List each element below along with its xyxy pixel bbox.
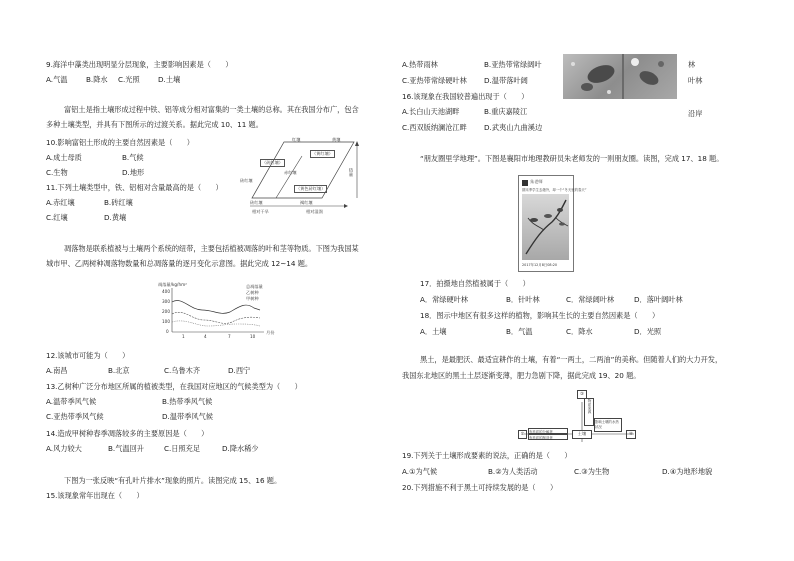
leaf-photo-graphic — [563, 54, 677, 99]
option-c: C.光照 — [118, 75, 140, 84]
question-16: 16.该现象在我国较普遍出现于（ ） — [402, 92, 529, 101]
axis-heat: 热量 — [349, 168, 354, 177]
factor-center: 土壤 — [572, 430, 592, 439]
axis-wet: 相对湿润 — [306, 209, 323, 214]
text-tail: 林 — [688, 60, 696, 69]
question-18: 18．图示中地区有很多这样的植物，影响其生长的主要自然因素是（ ） — [420, 311, 660, 320]
factor-top-text: 物质来源 — [584, 398, 594, 426]
soil-factor-diagram — [514, 390, 644, 444]
x-tick: 1 — [182, 334, 185, 339]
x-tick: 4 — [204, 334, 207, 339]
avatar — [522, 180, 528, 186]
option-c: C.亚热带季风气候 — [46, 412, 104, 421]
option-d: D.西宁 — [228, 366, 251, 375]
tree-branch-graphic — [522, 194, 569, 260]
intro-paragraph: 凋落物是联系植被与土壤两个系统的纽带，主要包括植被凋落的叶和茎等物质。下图为我国某 — [64, 244, 359, 253]
legend-b: 乙树种 — [246, 290, 259, 295]
option-a: A．土壤 — [420, 327, 447, 336]
post-date: 2017年12月8日08:20 — [522, 263, 558, 267]
box-bottom: （黄色砖红壤） — [296, 186, 326, 191]
question-9: 9.海洋中藻类出现明显分层现象，主要影响因素是（ ） — [46, 60, 233, 69]
post-photo — [522, 194, 569, 260]
factor-right-text: 影响土壤的水热状况 — [594, 418, 622, 432]
option-b: B.热带季风气候 — [162, 397, 213, 406]
axis-dry: 相对干旱 — [252, 209, 269, 214]
option-d: D.④为地形地貌 — [662, 467, 713, 476]
question-17: 17．拍摄地自然植被属于（ ） — [420, 279, 530, 288]
intro-paragraph: 黑土，是最肥沃、最适宜耕作的土壤，有着“一两土，二两油”的美称。但随着人们的大力开发， — [420, 355, 723, 364]
option-a: A.热带雨林 — [402, 60, 438, 69]
option-d: D.黄壤 — [104, 213, 127, 222]
question-13: 13.乙树种广泛分布地区所属的植被类型，在我国对应地区的气候类型为（ ） — [46, 382, 302, 391]
x-tick: 10 — [250, 334, 256, 339]
factor-left-text-1: 有机质的分解者 — [528, 428, 568, 434]
y-tick: 300 — [162, 299, 170, 304]
option-a: A.气温 — [46, 75, 68, 84]
y-tick: 100 — [162, 319, 170, 324]
intro-paragraph: 下图为一张反映“有孔叶片排水”现象的照片。读图完成 15、16 题。 — [64, 476, 282, 485]
box-mid: （砖红壤） — [262, 160, 283, 165]
soil-diagram-lines — [236, 134, 362, 220]
option-d: D．落叶阔叶林 — [634, 295, 683, 304]
option-a: A.长白山天池湖畔 — [402, 107, 460, 116]
text-tail: 叶林 — [688, 76, 703, 85]
option-d: D.温带落叶阔 — [484, 76, 528, 85]
option-c: C.生物 — [46, 168, 68, 177]
y-tick: 200 — [162, 309, 170, 314]
option-b: B.气温回升 — [108, 444, 144, 453]
intro-paragraph: 城市甲、乙两树种凋落物数量和总凋落量的逐月变化示意图。据此完成 12~14 题。 — [46, 259, 313, 268]
leaf-photo — [563, 54, 677, 99]
option-d: D.土壤 — [158, 75, 181, 84]
question-11: 11.下列土壤类型中，铁、铝相对含量最高的是（ ） — [46, 183, 223, 192]
question-14: 14.造成甲树种春季凋落较多的主要原因是（ ） — [46, 429, 209, 438]
question-15: 15.该现象常年出现在（ ） — [46, 491, 144, 500]
legend-a: 甲树种 — [246, 296, 259, 301]
factor-left: ① — [518, 430, 527, 439]
x-tick: 7 — [228, 334, 231, 339]
chart-y-unit: 凋落量/kg/hm² — [158, 282, 187, 287]
option-b: B.②为人类活动 — [488, 467, 538, 476]
option-a: A.赤红壤 — [46, 198, 75, 207]
post-text: 期末季学生去趟外，却一个“冬天里的春天” — [522, 188, 587, 192]
option-c: C.乌鲁木齐 — [164, 366, 201, 375]
option-c: C．常绿阔叶林 — [566, 295, 615, 304]
option-d: D.温带季风气候 — [162, 412, 213, 421]
post-author: 朱老师 — [530, 179, 543, 184]
option-c: C.日照充足 — [164, 444, 201, 453]
intro-paragraph: “朋友圈里学地理”。下图是襄阳市地理教研员朱老师发的一则朋友圈。读图，完成 17、18 题。 — [420, 154, 724, 163]
x-unit: 月份 — [266, 330, 275, 335]
question-19: 19.下列关于土壤形成要素的说法，正确的是（ ） — [402, 451, 572, 460]
label-mid: 赤红壤 — [284, 170, 297, 175]
intro-paragraph: 富铝土是指土壤形成过程中铁、铝等成分相对富集的一类土壤的总称。其在我国分布广，包含 — [64, 105, 359, 114]
label-bottom-right: 褐红壤 — [300, 200, 313, 205]
option-b: B.北京 — [108, 366, 130, 375]
option-d: D.武夷山九曲溪边 — [484, 123, 543, 132]
option-d: D．光照 — [634, 327, 662, 336]
option-c: C.亚热带常绿硬叶林 — [402, 76, 467, 85]
text-tail: 沿岸 — [688, 109, 703, 118]
question-12: 12.该城市可能为（ ） — [46, 351, 130, 360]
option-b: B.气候 — [122, 153, 144, 162]
option-d: D.降水稀少 — [222, 444, 259, 453]
y-tick: 400 — [162, 289, 170, 294]
label-top-left: 红壤 — [292, 137, 301, 142]
option-a: A.风力较大 — [46, 444, 82, 453]
option-a: A.①为气候 — [402, 467, 438, 476]
factor-right: ④ — [626, 430, 636, 439]
option-b: B.降水 — [86, 75, 108, 84]
y-tick: 0 — [166, 329, 169, 334]
label-bottom-left: 砖红壤 — [250, 200, 263, 205]
option-d: D.地形 — [122, 168, 145, 177]
moments-post — [518, 175, 587, 272]
option-c: C．降水 — [566, 327, 593, 336]
factor-top: ③ — [577, 390, 587, 399]
option-a: A.南昌 — [46, 366, 68, 375]
option-c: C.红壤 — [46, 213, 68, 222]
label-left: 砖红壤 — [240, 178, 253, 183]
question-10: 10.影响富铝土形成的主要自然因素是（ ） — [46, 138, 194, 147]
litter-chart — [156, 280, 286, 346]
option-a: A.成土母质 — [46, 153, 82, 162]
label-top-right: 黄壤 — [332, 137, 341, 142]
option-b: B．针叶林 — [506, 295, 540, 304]
option-b: B.重庆嘉陵江 — [484, 107, 528, 116]
option-b: B．气温 — [506, 327, 533, 336]
question-20: 20.下列措施不利于黑土可持续发展的是（ ） — [402, 483, 558, 492]
option-a: A.温带季风气候 — [46, 397, 97, 406]
option-c: C.西双版纳澜沧江畔 — [402, 123, 467, 132]
box-top: （黄红壤） — [312, 151, 333, 156]
factor-left-text-2: 有机质的制造者 — [528, 434, 568, 440]
intro-paragraph: 我国东北地区的黑土土层逐渐变薄，肥力急剧下降，据此完成 19、20 题。 — [402, 371, 641, 380]
option-b: B.亚热带常绿阔叶 — [484, 60, 542, 69]
intro-paragraph: 多种土壤类型，并具有下图所示的过渡关系。据此完成 10、11 题。 — [46, 120, 263, 129]
chart-plot — [156, 280, 286, 346]
option-c: C.③为生物 — [574, 467, 610, 476]
option-b: B.砖红壤 — [104, 198, 133, 207]
legend-total: 总凋落量 — [246, 284, 263, 289]
option-a: A．常绿硬叶林 — [420, 295, 469, 304]
soil-transition-diagram — [236, 134, 362, 220]
